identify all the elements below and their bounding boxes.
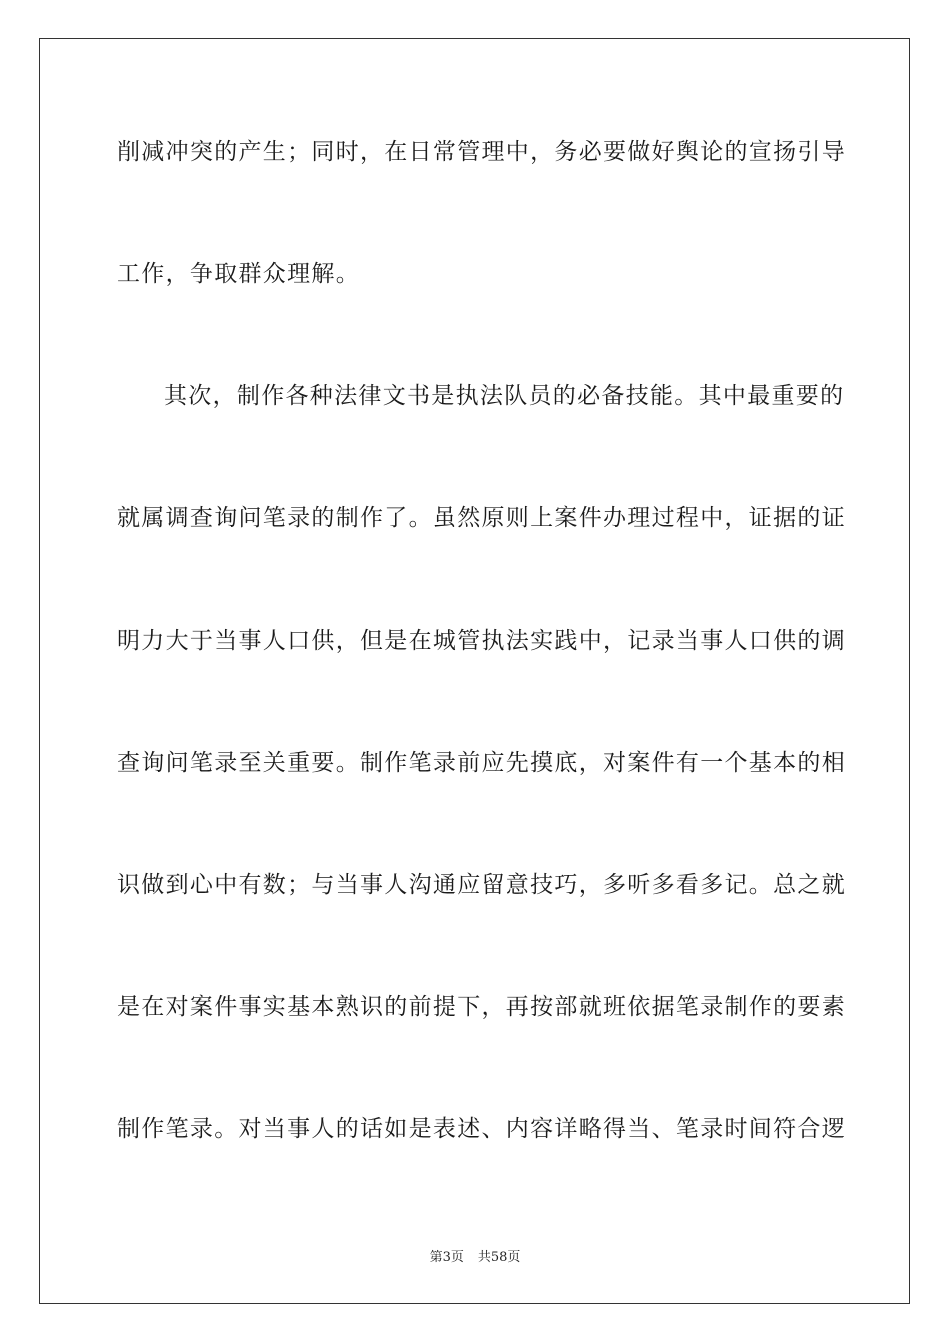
page-footer (0, 1250, 950, 1266)
body-text-line: 工作，争取群众理解。 (117, 261, 360, 287)
page-number: 第3页 (429, 1250, 464, 1265)
body-text-line: 明力大于当事人口供，但是在城管执法实践中，记录当事人口供的调 (117, 628, 846, 654)
body-text-line: 查询问笔录至关重要。制作笔录前应先摸底，对案件有一个基本的相 (117, 750, 846, 776)
body-text-line: 就属调查询问笔录的制作了。虽然原则上案件办理过程中，证据的证 (117, 505, 846, 531)
page-total: 共58页 (477, 1250, 521, 1265)
paragraph-first-line: 其次，制作各种法律文书是执法队员的必备技能。其中最重要的 (164, 383, 845, 409)
body-text-line: 削减冲突的产生；同时，在日常管理中，务必要做好舆论的宣扬引导 (117, 139, 846, 165)
body-text-line: 制作笔录。对当事人的话如是表述、内容详略得当、笔录时间符合逻 (117, 1116, 846, 1142)
body-text-line: 识做到心中有数；与当事人沟通应留意技巧，多听多看多记。总之就 (117, 872, 846, 898)
body-text-line: 是在对案件事实基本熟识的前提下，再按部就班依据笔录制作的要素 (117, 994, 846, 1020)
